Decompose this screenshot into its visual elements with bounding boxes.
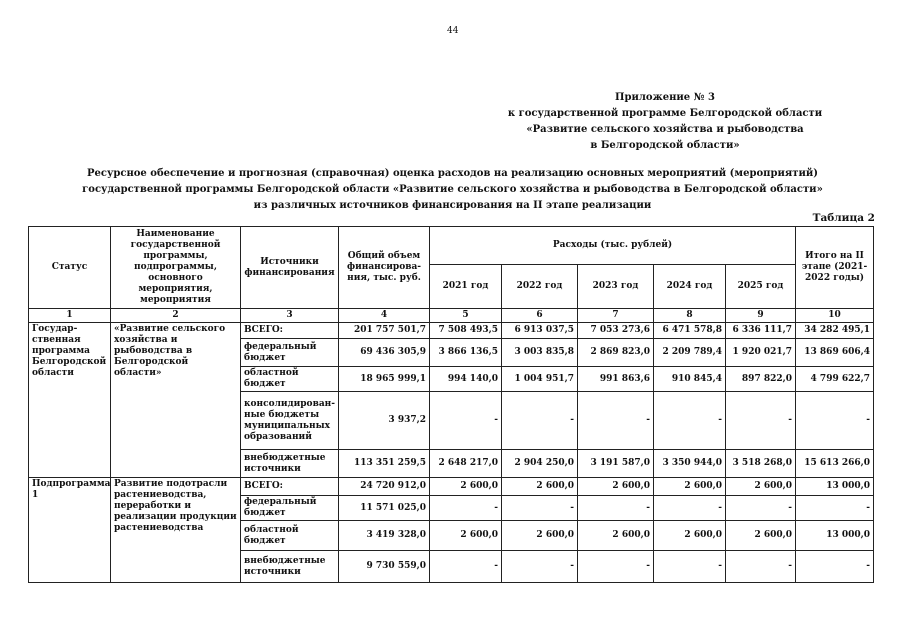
value-cell: - (796, 496, 874, 521)
table-row (29, 323, 874, 339)
source-cell: федеральный бюджет (241, 339, 339, 367)
header-sources: Источники финансирования (241, 227, 339, 309)
header-year: 2023 год (578, 265, 654, 309)
value-cell: - (796, 392, 874, 450)
value-cell: 3 191 587,0 (578, 450, 654, 478)
source-cell: внебюджетные источники (241, 450, 339, 478)
column-index-cell: 8 (654, 309, 726, 323)
header-year: 2025 год (726, 265, 796, 309)
column-index-row (29, 309, 874, 323)
value-cell: 2 600,0 (430, 521, 502, 551)
header-itogo: Итого на II этапе (2021-2022 годы) (796, 227, 874, 309)
column-index-cell: 2 (111, 309, 241, 323)
header-year: 2024 год (654, 265, 726, 309)
value-cell: - (502, 392, 578, 450)
value-cell: - (502, 496, 578, 521)
value-cell: - (726, 392, 796, 450)
value-cell: 11 571 025,0 (339, 496, 430, 521)
value-cell: 1 920 021,7 (726, 339, 796, 367)
source-cell: областной бюджет (241, 367, 339, 392)
value-cell: 24 720 912,0 (339, 478, 430, 496)
column-index-cell: 5 (430, 309, 502, 323)
appendix-line-1: Приложение № 3 (615, 92, 715, 103)
value-cell: - (430, 392, 502, 450)
value-cell: - (654, 551, 726, 583)
title-line-1: Ресурсное обеспечение и прогнозная (справочная) оценка расходов на реализацию основных мероприятий (мероприятий) (86, 168, 819, 179)
value-cell: 2 600,0 (502, 521, 578, 551)
value-cell: 2 600,0 (654, 521, 726, 551)
value-cell: 4 799 622,7 (796, 367, 874, 392)
value-cell: - (430, 551, 502, 583)
resource-table (28, 226, 874, 583)
value-cell: 2 869 823,0 (578, 339, 654, 367)
table-row (29, 478, 874, 496)
value-cell: 1 004 951,7 (502, 367, 578, 392)
value-cell: 2 904 250,0 (502, 450, 578, 478)
value-cell: 113 351 259,5 (339, 450, 430, 478)
status-cell: Подпрограмма 1 (29, 478, 111, 583)
value-cell: - (654, 392, 726, 450)
title-line-2: государственной программы Белгородской области «Развитие сельского хозяйства и рыбоводства в Белгородской области» (82, 184, 823, 195)
value-cell: 6 336 111,7 (726, 323, 796, 339)
table-label: Таблица 2 (812, 212, 875, 224)
value-cell: 3 866 136,5 (430, 339, 502, 367)
value-cell: 3 518 268,0 (726, 450, 796, 478)
program-name-cell: «Развитие сельского хозяйства и рыбоводства в Белгородской области» (111, 323, 241, 478)
value-cell: 13 869 606,4 (796, 339, 874, 367)
value-cell: 897 822,0 (726, 367, 796, 392)
header-expenses: Расходы (тыс. рублей) (430, 227, 796, 265)
header-year: 2022 год (502, 265, 578, 309)
value-cell: 3 350 944,0 (654, 450, 726, 478)
value-cell: - (578, 392, 654, 450)
value-cell: 2 600,0 (578, 478, 654, 496)
source-cell: внебюджетные источники (241, 551, 339, 583)
value-cell: 2 600,0 (578, 521, 654, 551)
value-cell: 201 757 501,7 (339, 323, 430, 339)
appendix-line-2: к государственной программе Белгородской области (507, 108, 823, 119)
page-number: 44 (447, 26, 459, 36)
value-cell: - (726, 496, 796, 521)
header-total: Общий объем финансирова-ния, тыс. руб. (339, 227, 430, 309)
value-cell: 6 471 578,8 (654, 323, 726, 339)
value-cell: 991 863,6 (578, 367, 654, 392)
value-cell: - (654, 496, 726, 521)
title-line-3: из различных источников финансирования на II этапе реализации (253, 200, 652, 211)
value-cell: 3 419 328,0 (339, 521, 430, 551)
column-index-cell: 9 (726, 309, 796, 323)
value-cell: - (578, 496, 654, 521)
column-index-cell: 4 (339, 309, 430, 323)
value-cell: 18 965 999,1 (339, 367, 430, 392)
column-index-cell: 6 (502, 309, 578, 323)
value-cell: 7 508 493,5 (430, 323, 502, 339)
value-cell: 994 140,0 (430, 367, 502, 392)
value-cell: 910 845,4 (654, 367, 726, 392)
value-cell: 2 600,0 (502, 478, 578, 496)
value-cell: - (430, 496, 502, 521)
value-cell: 34 282 495,1 (796, 323, 874, 339)
value-cell: 15 613 266,0 (796, 450, 874, 478)
column-index-cell: 7 (578, 309, 654, 323)
header-status: Статус (29, 227, 111, 309)
value-cell: - (726, 551, 796, 583)
source-cell: областной бюджет (241, 521, 339, 551)
source-cell: ВСЕГО: (241, 478, 339, 496)
value-cell: 2 600,0 (726, 478, 796, 496)
value-cell: 2 600,0 (654, 478, 726, 496)
value-cell: 2 600,0 (726, 521, 796, 551)
column-index-cell: 1 (29, 309, 111, 323)
column-index-cell: 10 (796, 309, 874, 323)
value-cell: 2 600,0 (430, 478, 502, 496)
header-year: 2021 год (430, 265, 502, 309)
value-cell: 6 913 037,5 (502, 323, 578, 339)
source-cell: ВСЕГО: (241, 323, 339, 339)
value-cell: 13 000,0 (796, 521, 874, 551)
value-cell: 9 730 559,0 (339, 551, 430, 583)
value-cell: - (796, 551, 874, 583)
source-cell: консолидирован-ные бюджеты муниципальных образований (241, 392, 339, 450)
program-name-cell: Развитие подотрасли растениеводства, переработки и реализации продукции растениеводства (111, 478, 241, 583)
appendix-header (495, 90, 835, 154)
value-cell: 3 003 835,8 (502, 339, 578, 367)
value-cell: 13 000,0 (796, 478, 874, 496)
table-body (29, 323, 874, 583)
document-title (20, 166, 885, 214)
value-cell: 7 053 273,6 (578, 323, 654, 339)
value-cell: - (502, 551, 578, 583)
value-cell: 2 648 217,0 (430, 450, 502, 478)
source-cell: федеральный бюджет (241, 496, 339, 521)
column-index-cell: 3 (241, 309, 339, 323)
appendix-line-4: в Белгородской области» (590, 140, 740, 151)
appendix-line-3: «Развитие сельского хозяйства и рыбоводства (526, 124, 804, 135)
value-cell: 69 436 305,9 (339, 339, 430, 367)
status-cell: Государ-ственная программа Белгородской области (29, 323, 111, 478)
value-cell: 2 209 789,4 (654, 339, 726, 367)
value-cell: 3 937,2 (339, 392, 430, 450)
value-cell: - (578, 551, 654, 583)
header-name: Наименование государственной программы, подпрограммы, основного мероприятия, мероприятия (111, 227, 241, 309)
